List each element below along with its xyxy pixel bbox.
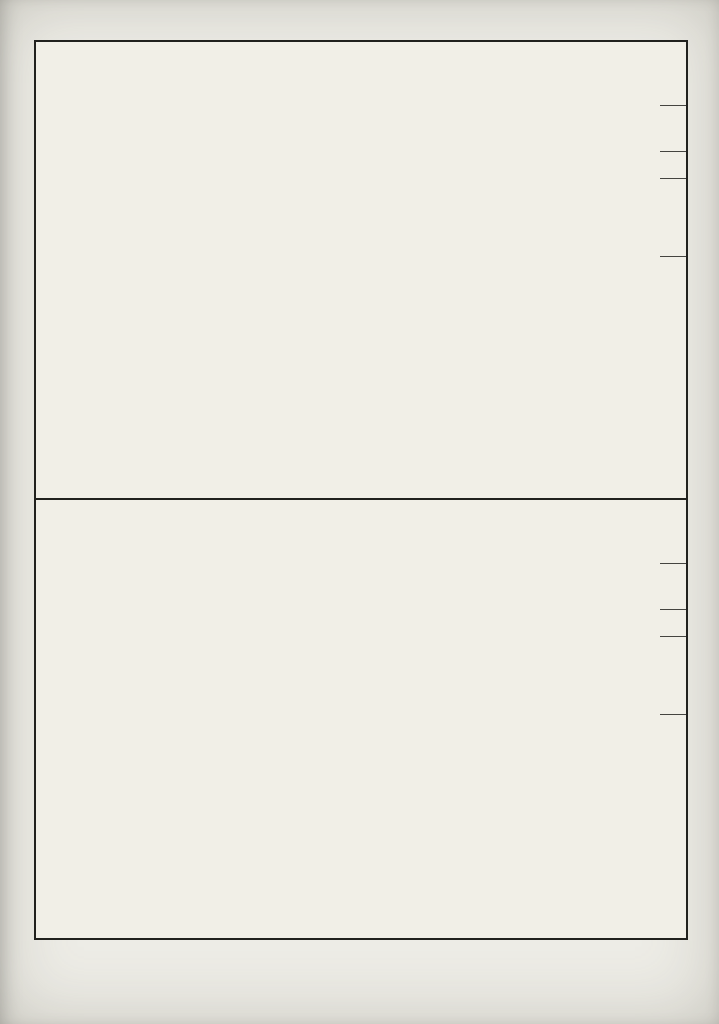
header-column	[660, 42, 686, 498]
header-age-label	[660, 610, 686, 637]
header-native-label	[660, 637, 686, 715]
header-age-label	[660, 152, 686, 179]
header-address-label	[660, 257, 686, 498]
header-address-label	[660, 715, 686, 938]
header-alias-label	[660, 564, 686, 610]
header-name-label	[660, 500, 686, 564]
roster-table-top	[36, 42, 686, 498]
header-column	[660, 500, 686, 938]
header-native-label	[660, 179, 686, 257]
directory-table	[34, 40, 688, 940]
header-alias-label	[660, 106, 686, 152]
header-name-label	[660, 42, 686, 106]
roster-table-bottom	[36, 498, 686, 938]
